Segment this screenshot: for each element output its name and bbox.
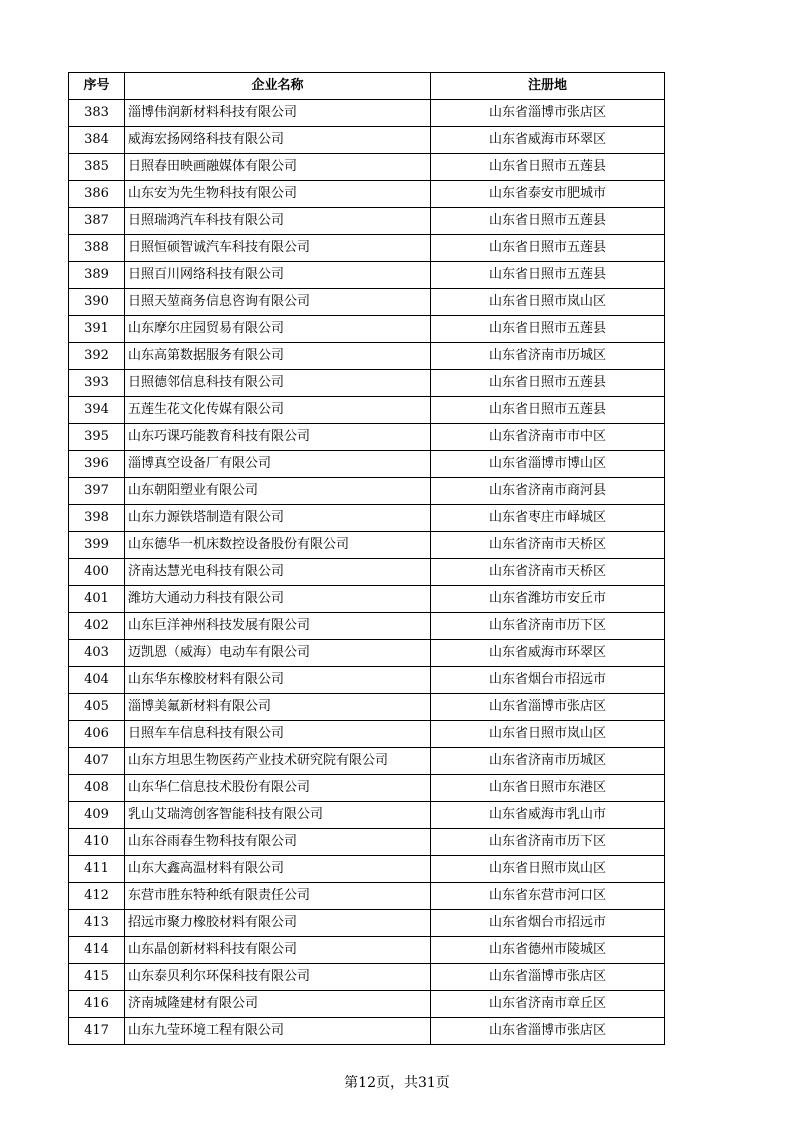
- table-row: [69, 235, 665, 262]
- company-name-cell: 威海宏扬网络科技有限公司: [125, 127, 431, 154]
- registered-place-cell: 山东省日照市岚山区: [431, 721, 665, 748]
- row-index-cell: 390: [69, 289, 125, 316]
- table-row: [69, 667, 665, 694]
- table-row: [69, 694, 665, 721]
- registered-place-cell: 山东省日照市五莲县: [431, 208, 665, 235]
- company-name-cell: 山东巨洋神州科技发展有限公司: [125, 613, 431, 640]
- company-name-cell: 山东谷雨春生物科技有限公司: [125, 829, 431, 856]
- company-name-cell: 日照百川网络科技有限公司: [125, 262, 431, 289]
- table-body: [69, 100, 665, 1045]
- row-index-cell: 385: [69, 154, 125, 181]
- table-row: [69, 451, 665, 478]
- registered-place-cell: 山东省济南市天桥区: [431, 559, 665, 586]
- row-index-cell: 391: [69, 316, 125, 343]
- company-name-cell: 招远市聚力橡胶材料有限公司: [125, 910, 431, 937]
- registered-place-cell: 山东省泰安市肥城市: [431, 181, 665, 208]
- company-name-cell: 淄博伟润新材料科技有限公司: [125, 100, 431, 127]
- table-row: [69, 937, 665, 964]
- registered-place-cell: 山东省济南市历城区: [431, 343, 665, 370]
- registered-place-cell: 山东省日照市五莲县: [431, 397, 665, 424]
- company-name-cell: 日照恒硕智诚汽车科技有限公司: [125, 235, 431, 262]
- company-name-cell: 五莲生花文化传媒有限公司: [125, 397, 431, 424]
- company-name-cell: 山东九莹环境工程有限公司: [125, 1018, 431, 1045]
- company-name-cell: 山东方坦思生物医药产业技术研究院有限公司: [125, 748, 431, 775]
- registered-place-cell: 山东省淄博市张店区: [431, 100, 665, 127]
- registered-place-cell: 山东省烟台市招远市: [431, 667, 665, 694]
- table-row: [69, 856, 665, 883]
- row-index-cell: 394: [69, 397, 125, 424]
- row-index-cell: 409: [69, 802, 125, 829]
- row-index-cell: 414: [69, 937, 125, 964]
- table-row: [69, 586, 665, 613]
- table-row: [69, 802, 665, 829]
- header-company-name: 企业名称: [125, 73, 431, 100]
- company-name-cell: 山东摩尔庄园贸易有限公司: [125, 316, 431, 343]
- registered-place-cell: 山东省东营市河口区: [431, 883, 665, 910]
- row-index-cell: 417: [69, 1018, 125, 1045]
- row-index-cell: 404: [69, 667, 125, 694]
- registered-place-cell: 山东省淄博市张店区: [431, 964, 665, 991]
- registered-place-cell: 山东省济南市章丘区: [431, 991, 665, 1018]
- table-row: [69, 316, 665, 343]
- row-index-cell: 410: [69, 829, 125, 856]
- row-index-cell: 389: [69, 262, 125, 289]
- registered-place-cell: 山东省烟台市招远市: [431, 910, 665, 937]
- table-row: [69, 1018, 665, 1045]
- table-row: [69, 505, 665, 532]
- company-name-cell: 日照瑞鸿汽车科技有限公司: [125, 208, 431, 235]
- registered-place-cell: 山东省日照市东港区: [431, 775, 665, 802]
- row-index-cell: 411: [69, 856, 125, 883]
- registered-place-cell: 山东省潍坊市安丘市: [431, 586, 665, 613]
- table-row: [69, 127, 665, 154]
- table-row: [69, 478, 665, 505]
- row-index-cell: 398: [69, 505, 125, 532]
- company-name-cell: 日照德邻信息科技有限公司: [125, 370, 431, 397]
- company-name-cell: 潍坊大通动力科技有限公司: [125, 586, 431, 613]
- registered-place-cell: 山东省德州市陵城区: [431, 937, 665, 964]
- table-row: [69, 829, 665, 856]
- row-index-cell: 415: [69, 964, 125, 991]
- table-row: [69, 964, 665, 991]
- company-name-cell: 淄博美氟新材料有限公司: [125, 694, 431, 721]
- row-index-cell: 386: [69, 181, 125, 208]
- row-index-cell: 416: [69, 991, 125, 1018]
- row-index-cell: 400: [69, 559, 125, 586]
- company-name-cell: 济南城隆建材有限公司: [125, 991, 431, 1018]
- company-name-cell: 山东华东橡胶材料有限公司: [125, 667, 431, 694]
- company-name-cell: 山东华仁信息技术股份有限公司: [125, 775, 431, 802]
- registered-place-cell: 山东省枣庄市峄城区: [431, 505, 665, 532]
- table-row: [69, 532, 665, 559]
- registered-place-cell: 山东省淄博市张店区: [431, 694, 665, 721]
- registered-place-cell: 山东省淄博市张店区: [431, 1018, 665, 1045]
- company-name-cell: 山东力源铁塔制造有限公司: [125, 505, 431, 532]
- row-index-cell: 395: [69, 424, 125, 451]
- table-row: [69, 154, 665, 181]
- table-row: [69, 262, 665, 289]
- table-row: [69, 208, 665, 235]
- company-name-cell: 日照天堃商务信息咨询有限公司: [125, 289, 431, 316]
- row-index-cell: 383: [69, 100, 125, 127]
- row-index-cell: 408: [69, 775, 125, 802]
- row-index-cell: 401: [69, 586, 125, 613]
- registered-place-cell: 山东省威海市环翠区: [431, 640, 665, 667]
- registered-place-cell: 山东省日照市五莲县: [431, 316, 665, 343]
- row-index-cell: 405: [69, 694, 125, 721]
- company-name-cell: 山东朝阳塑业有限公司: [125, 478, 431, 505]
- company-name-cell: 山东泰贝利尔环保科技有限公司: [125, 964, 431, 991]
- row-index-cell: 388: [69, 235, 125, 262]
- table-row: [69, 289, 665, 316]
- registered-place-cell: 山东省威海市乳山市: [431, 802, 665, 829]
- company-name-cell: 东营市胜东特种纸有限责任公司: [125, 883, 431, 910]
- row-index-cell: 402: [69, 613, 125, 640]
- company-name-cell: 山东安为先生物科技有限公司: [125, 181, 431, 208]
- table-header-row: [69, 73, 665, 100]
- row-index-cell: 397: [69, 478, 125, 505]
- table-row: [69, 613, 665, 640]
- registered-place-cell: 山东省日照市岚山区: [431, 289, 665, 316]
- registered-place-cell: 山东省济南市历下区: [431, 829, 665, 856]
- table-row: [69, 991, 665, 1018]
- row-index-cell: 406: [69, 721, 125, 748]
- company-name-cell: 山东德华一机床数控设备股份有限公司: [125, 532, 431, 559]
- company-name-cell: 济南达慧光电科技有限公司: [125, 559, 431, 586]
- company-name-cell: 山东晶创新材料科技有限公司: [125, 937, 431, 964]
- table-row: [69, 181, 665, 208]
- company-name-cell: 日照春田映画融媒体有限公司: [125, 154, 431, 181]
- registered-place-cell: 山东省济南市商河县: [431, 478, 665, 505]
- table-row: [69, 640, 665, 667]
- registered-place-cell: 山东省日照市岚山区: [431, 856, 665, 883]
- row-index-cell: 393: [69, 370, 125, 397]
- table-row: [69, 721, 665, 748]
- company-table: [68, 72, 665, 1045]
- table-row: [69, 424, 665, 451]
- row-index-cell: 396: [69, 451, 125, 478]
- company-name-cell: 山东巧课巧能教育科技有限公司: [125, 424, 431, 451]
- header-registered-place: 注册地: [431, 73, 665, 100]
- registered-place-cell: 山东省济南市市中区: [431, 424, 665, 451]
- row-index-cell: 387: [69, 208, 125, 235]
- table-row: [69, 397, 665, 424]
- row-index-cell: 413: [69, 910, 125, 937]
- company-name-cell: 山东大鑫高温材料有限公司: [125, 856, 431, 883]
- page-number-footer: 第12页，共31页: [344, 1075, 450, 1091]
- row-index-cell: 399: [69, 532, 125, 559]
- registered-place-cell: 山东省济南市历城区: [431, 748, 665, 775]
- row-index-cell: 384: [69, 127, 125, 154]
- table-row: [69, 910, 665, 937]
- table-row: [69, 370, 665, 397]
- table-row: [69, 559, 665, 586]
- registered-place-cell: 山东省济南市天桥区: [431, 532, 665, 559]
- row-index-cell: 407: [69, 748, 125, 775]
- row-index-cell: 403: [69, 640, 125, 667]
- company-name-cell: 迈凯恩（威海）电动车有限公司: [125, 640, 431, 667]
- registered-place-cell: 山东省淄博市博山区: [431, 451, 665, 478]
- header-index: 序号: [69, 73, 125, 100]
- table-row: [69, 883, 665, 910]
- table-row: [69, 343, 665, 370]
- registered-place-cell: 山东省日照市五莲县: [431, 154, 665, 181]
- company-name-cell: 乳山艾瑞湾创客智能科技有限公司: [125, 802, 431, 829]
- registered-place-cell: 山东省济南市历下区: [431, 613, 665, 640]
- registered-place-cell: 山东省日照市五莲县: [431, 235, 665, 262]
- company-name-cell: 日照车车信息科技有限公司: [125, 721, 431, 748]
- registered-place-cell: 山东省日照市五莲县: [431, 370, 665, 397]
- table-row: [69, 775, 665, 802]
- registered-place-cell: 山东省威海市环翠区: [431, 127, 665, 154]
- table-row: [69, 100, 665, 127]
- company-name-cell: 淄博真空设备厂有限公司: [125, 451, 431, 478]
- row-index-cell: 412: [69, 883, 125, 910]
- table-row: [69, 748, 665, 775]
- company-name-cell: 山东高第数据服务有限公司: [125, 343, 431, 370]
- row-index-cell: 392: [69, 343, 125, 370]
- registered-place-cell: 山东省日照市五莲县: [431, 262, 665, 289]
